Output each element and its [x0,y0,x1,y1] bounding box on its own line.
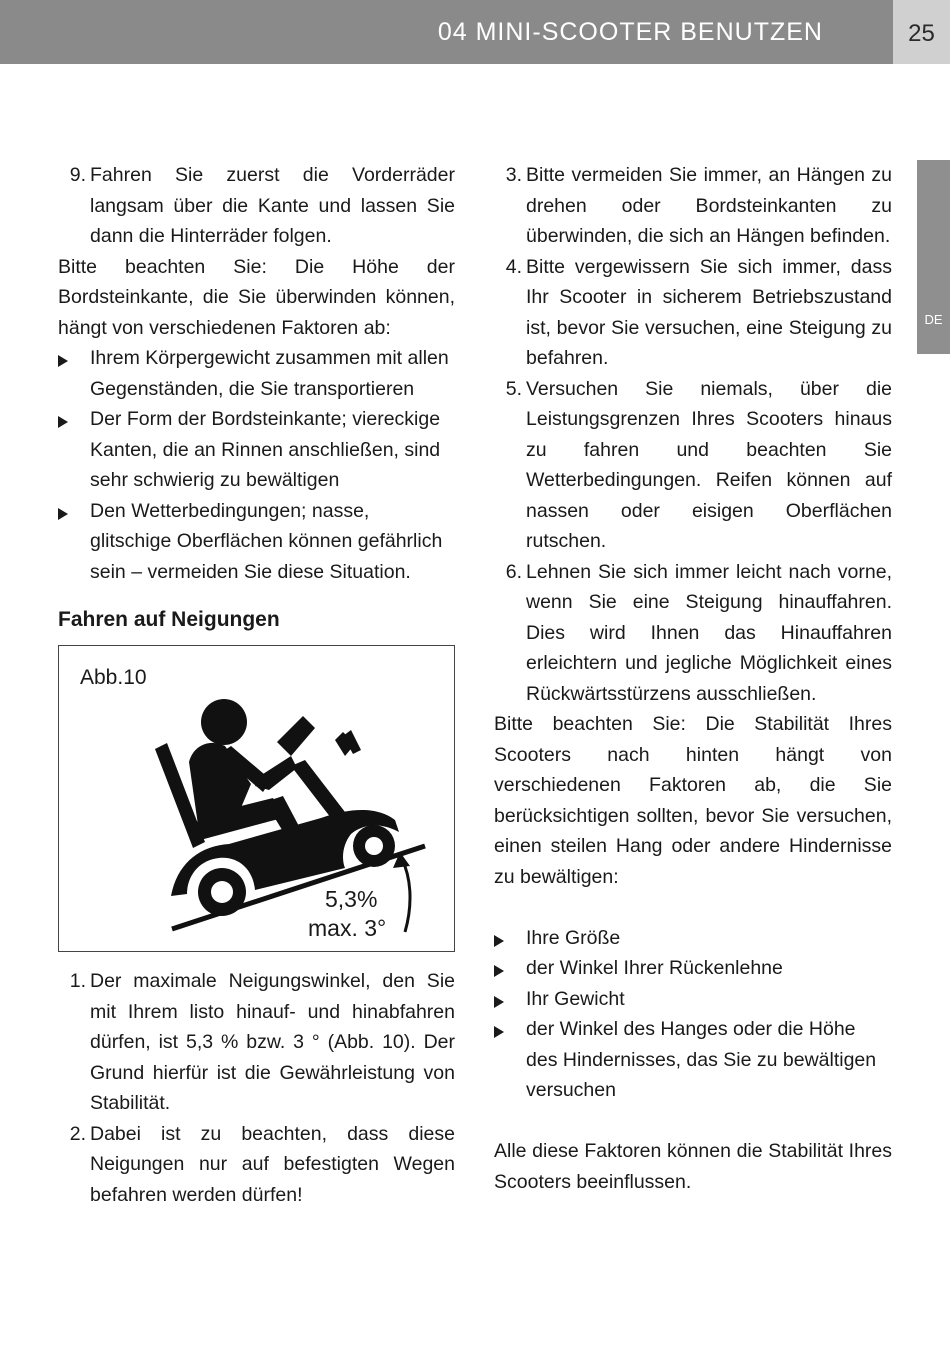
bullet-item [494,953,892,984]
page-number-box [893,0,950,64]
list-text: Bitte vermeiden Sie immer, an Hängen zu drehen oder Bordsteinkanten zu überwinden, die sich an Hängen befinden. [526,164,892,247]
list-item [494,557,892,710]
right-column [494,160,892,1197]
bullet-item [494,1014,892,1106]
bullet-triangle-icon [58,508,68,520]
figure-grade-label: 5,3% [325,886,378,912]
list-text: Versuchen Sie niemals, über die Leistungsgrenzen Ihres Scooters hinaus zu fahren und beachten Sie Wetterbedingungen. Reifen können auf nassen oder eisigen Oberflächen rutschen. [526,377,892,552]
bullet-item [494,923,892,954]
list-text: Dabei ist zu beachten, dass diese Neigungen nur auf befestigten Wegen befahren werden dürfen! [90,1122,455,1206]
figure-abb10 [58,645,455,952]
list-number: 3. [505,164,522,186]
page-number: 25 [908,20,935,47]
bullet-item [58,496,455,588]
list-item [58,966,455,1119]
list-item [58,160,455,252]
list-number: 9. [69,164,86,186]
list-item [494,374,892,557]
spacer [494,1106,892,1137]
list-item [494,160,892,252]
left-column [58,160,455,1210]
bullet-triangle-icon [58,416,68,428]
list-item [58,1119,455,1211]
paragraph: Alle diese Faktoren können die Stabilität Ihres Scooters beeinflussen. [494,1140,892,1193]
list-text: Lehnen Sie sich immer leicht nach vorne, wenn Sie eine Steigung hinauffahren. Dies wird Ihnen das Hinauffahren erleichtern und jegliche Möglichkeit eines Rückwärtsstürzens ausschließen. [526,560,892,705]
list-number: 1. [69,970,86,992]
list-number: 5. [505,377,522,400]
bullet-triangle-icon [58,355,68,367]
list-text: Fahren Sie zuerst die Vorderräder langsam über die Kante und lassen Sie dann die Hinterräder folgen. [90,164,455,247]
bullet-triangle-icon [494,996,504,1008]
list-item [494,252,892,374]
scooter-on-slope-icon [59,646,456,953]
section-heading: Fahren auf Neigungen [58,608,280,631]
figure-label: Abb.10 [80,666,147,689]
list-number: 4. [505,255,522,278]
list-text: Der maximale Neigungswinkel, den Sie mit Ihrem listo hinauf- und hinabfahren dürfen, ist 5,3 % bzw. 3 ° (Abb. 10). Der Grund hierfür ist die Gewährleistung von Stabilität. [90,970,455,1114]
bullet-item [494,984,892,1015]
language-tab-label: DE [924,312,943,327]
bullet-triangle-icon [494,935,504,947]
bullet-text: Ihre Größe [526,926,621,949]
paragraph: Bitte beachten Sie: Die Stabilität Ihres Scooters nach hinten hängt von verschiedenen Faktoren ab, die Sie berücksichtigen sollten, bevor Sie versuchen, einen steilen Hang oder andere Hindernisse zu bewältigen: [494,713,892,888]
bullet-text: Ihr Gewicht [526,987,625,1010]
spacer [494,892,892,923]
list-text: Bitte vergewissern Sie sich immer, dass Ihr Scooter in sicherem Betriebszustand ist, bevor Sie versuchen, eine Steigung zu befahren. [526,255,892,369]
bullet-item [58,404,455,496]
bullet-item [58,343,455,404]
bullet-text: Der Form der Bordsteinkante; viereckige Kanten, die an Rinnen anschließen, sind sehr schwierig zu bewältigen [90,408,441,491]
language-tab [917,160,950,354]
bullet-text: Den Wetterbedingungen; nasse, glitschige Oberflächen können gefährlich sein – vermeiden Sie diese Situation. [90,499,443,583]
bullet-triangle-icon [494,965,504,977]
list-number: 2. [69,1122,86,1145]
chapter-title: 04 MINI-SCOOTER BENUTZEN [437,18,823,46]
bullet-text: der Winkel Ihrer Rückenlehne [526,957,783,979]
header-bar [0,0,893,64]
bullet-triangle-icon [494,1026,504,1038]
list-number: 6. [505,560,522,583]
paragraph: Bitte beachten Sie: Die Höhe der Bordsteinkante, die Sie überwinden können, hängt von verschiedenen Faktoren ab: [58,255,455,339]
bullet-text: der Winkel des Hanges oder die Höhe des Hindernisses, das Sie zu bewältigen versuchen [526,1018,877,1101]
bullet-text: Ihrem Körpergewicht zusammen mit allen Gegenständen, die Sie transportieren [90,347,449,400]
figure-max-angle-label: max. 3° [308,915,387,941]
